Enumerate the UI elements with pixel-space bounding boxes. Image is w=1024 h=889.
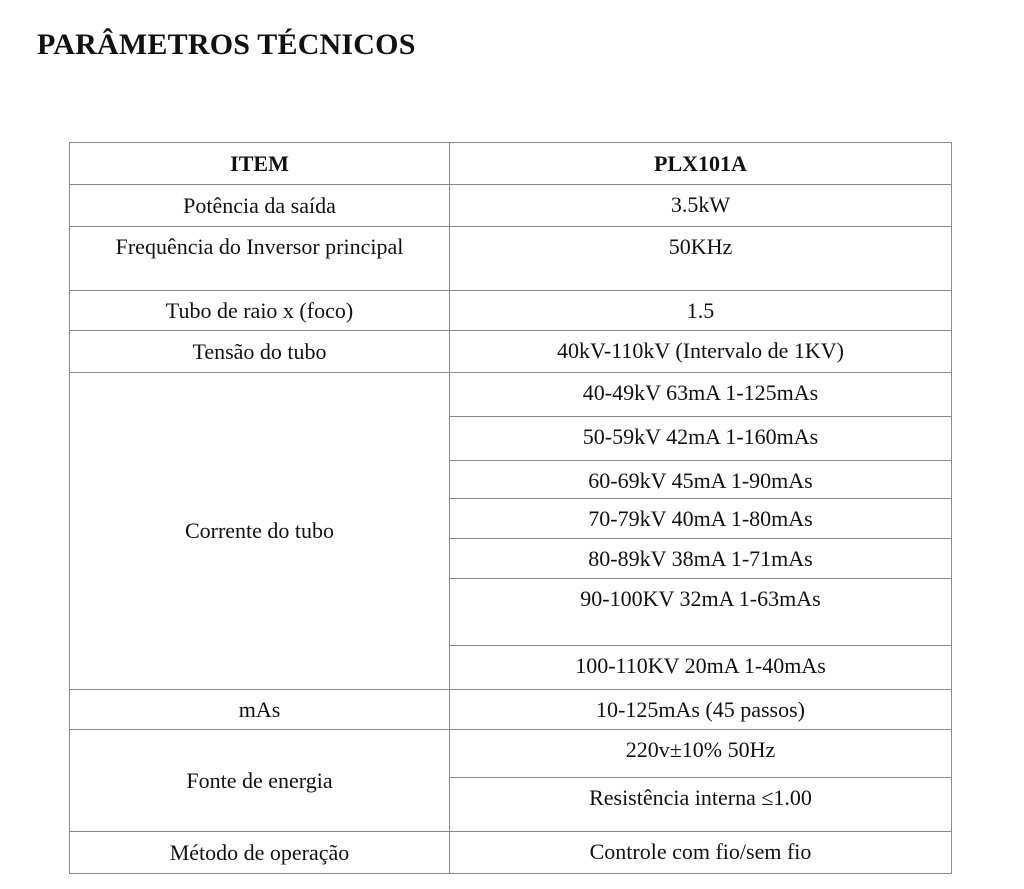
table-row bbox=[70, 373, 952, 417]
row-value: 40-49kV 63mA 1-125mAs bbox=[450, 373, 952, 417]
row-value: 1.5 bbox=[450, 291, 952, 331]
row-value: 50KHz bbox=[450, 227, 952, 291]
row-value: 220v±10% 50Hz bbox=[450, 730, 952, 778]
column-header-item: ITEM bbox=[70, 143, 450, 185]
row-value: 90-100KV 32mA 1-63mAs bbox=[450, 579, 952, 646]
row-value: 50-59kV 42mA 1-160mAs bbox=[450, 417, 952, 461]
row-value: 80-89kV 38mA 1-71mAs bbox=[450, 539, 952, 579]
row-value: 70-79kV 40mA 1-80mAs bbox=[450, 499, 952, 539]
row-label: Corrente do tubo bbox=[70, 373, 450, 690]
row-label: Frequência do Inversor principal bbox=[70, 227, 450, 291]
table-row bbox=[70, 730, 952, 778]
table-row bbox=[70, 185, 952, 227]
row-value: 3.5kW bbox=[450, 185, 952, 227]
row-value: 100-110KV 20mA 1-40mAs bbox=[450, 646, 952, 690]
row-label: Potência da saída bbox=[70, 185, 450, 227]
table-row bbox=[70, 832, 952, 874]
table-row bbox=[70, 690, 952, 730]
row-label: Fonte de energia bbox=[70, 730, 450, 832]
table-row bbox=[70, 227, 952, 291]
row-value: Controle com fio/sem fio bbox=[450, 832, 952, 874]
table-row bbox=[70, 331, 952, 373]
row-value: 40kV-110kV (Intervalo de 1KV) bbox=[450, 331, 952, 373]
table-header-row bbox=[70, 143, 952, 185]
row-label: Tubo de raio x (foco) bbox=[70, 291, 450, 331]
page-title: PARÂMETROS TÉCNICOS bbox=[37, 28, 416, 61]
column-header-model: PLX101A bbox=[450, 143, 952, 185]
row-label: Método de operação bbox=[70, 832, 450, 874]
row-value: 60-69kV 45mA 1-90mAs bbox=[450, 461, 952, 499]
row-label: mAs bbox=[70, 690, 450, 730]
table-row bbox=[70, 291, 952, 331]
row-value: 10-125mAs (45 passos) bbox=[450, 690, 952, 730]
row-value: Resistência interna ≤1.00 bbox=[450, 778, 952, 832]
row-label: Tensão do tubo bbox=[70, 331, 450, 373]
spec-table bbox=[69, 142, 952, 874]
